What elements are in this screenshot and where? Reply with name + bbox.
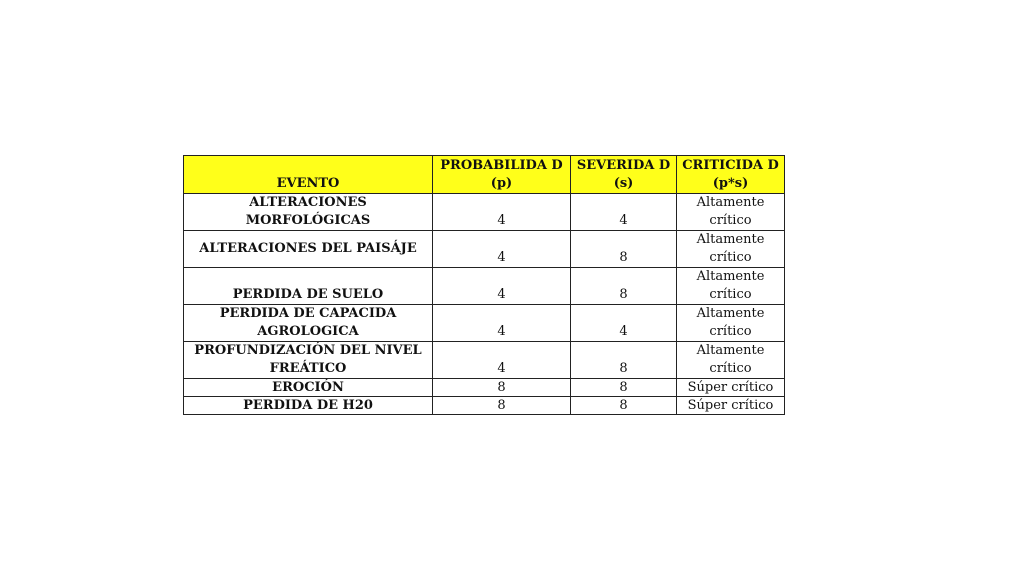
table-row	[184, 397, 785, 415]
header-criticidad: CRITICIDA D (p*s)	[677, 156, 785, 194]
cell-severidad: 8	[571, 231, 677, 268]
cell-criticidad: Súper crítico	[677, 379, 785, 397]
cell-evento: ALTERACIONES MORFOLÓGICAS	[184, 194, 433, 231]
cell-evento: PERDIDA DE H20	[184, 397, 433, 415]
table-row	[184, 305, 785, 342]
cell-criticidad: Altamente crítico	[677, 194, 785, 231]
criticality-table	[183, 155, 785, 415]
cell-evento: EROCIÓN	[184, 379, 433, 397]
cell-severidad: 4	[571, 305, 677, 342]
cell-evento: PROFUNDIZACIÓN DEL NIVEL FREÁTICO	[184, 342, 433, 379]
table-row	[184, 194, 785, 231]
table-row	[184, 342, 785, 379]
cell-evento: PERDIDA DE SUELO	[184, 268, 433, 305]
cell-severidad: 4	[571, 194, 677, 231]
header-probabilidad: PROBABILIDA D (p)	[433, 156, 571, 194]
cell-criticidad: Altamente crítico	[677, 342, 785, 379]
table-row	[184, 379, 785, 397]
cell-severidad: 8	[571, 268, 677, 305]
cell-severidad: 8	[571, 397, 677, 415]
cell-criticidad: Altamente crítico	[677, 231, 785, 268]
cell-evento: PERDIDA DE CAPACIDA AGROLOGICA	[184, 305, 433, 342]
cell-probabilidad: 8	[433, 379, 571, 397]
cell-severidad: 8	[571, 379, 677, 397]
header-evento: EVENTO	[184, 156, 433, 194]
cell-probabilidad: 4	[433, 305, 571, 342]
cell-criticidad: Altamente crítico	[677, 268, 785, 305]
cell-severidad: 8	[571, 342, 677, 379]
cell-probabilidad: 8	[433, 397, 571, 415]
cell-probabilidad: 4	[433, 194, 571, 231]
cell-probabilidad: 4	[433, 342, 571, 379]
cell-probabilidad: 4	[433, 231, 571, 268]
header-row	[184, 156, 785, 194]
cell-criticidad: Súper crítico	[677, 397, 785, 415]
header-severidad: SEVERIDA D (s)	[571, 156, 677, 194]
cell-evento: ALTERACIONES DEL PAISÁJE	[184, 231, 433, 268]
table-row	[184, 268, 785, 305]
cell-criticidad: Altamente crítico	[677, 305, 785, 342]
table-row	[184, 231, 785, 268]
cell-probabilidad: 4	[433, 268, 571, 305]
